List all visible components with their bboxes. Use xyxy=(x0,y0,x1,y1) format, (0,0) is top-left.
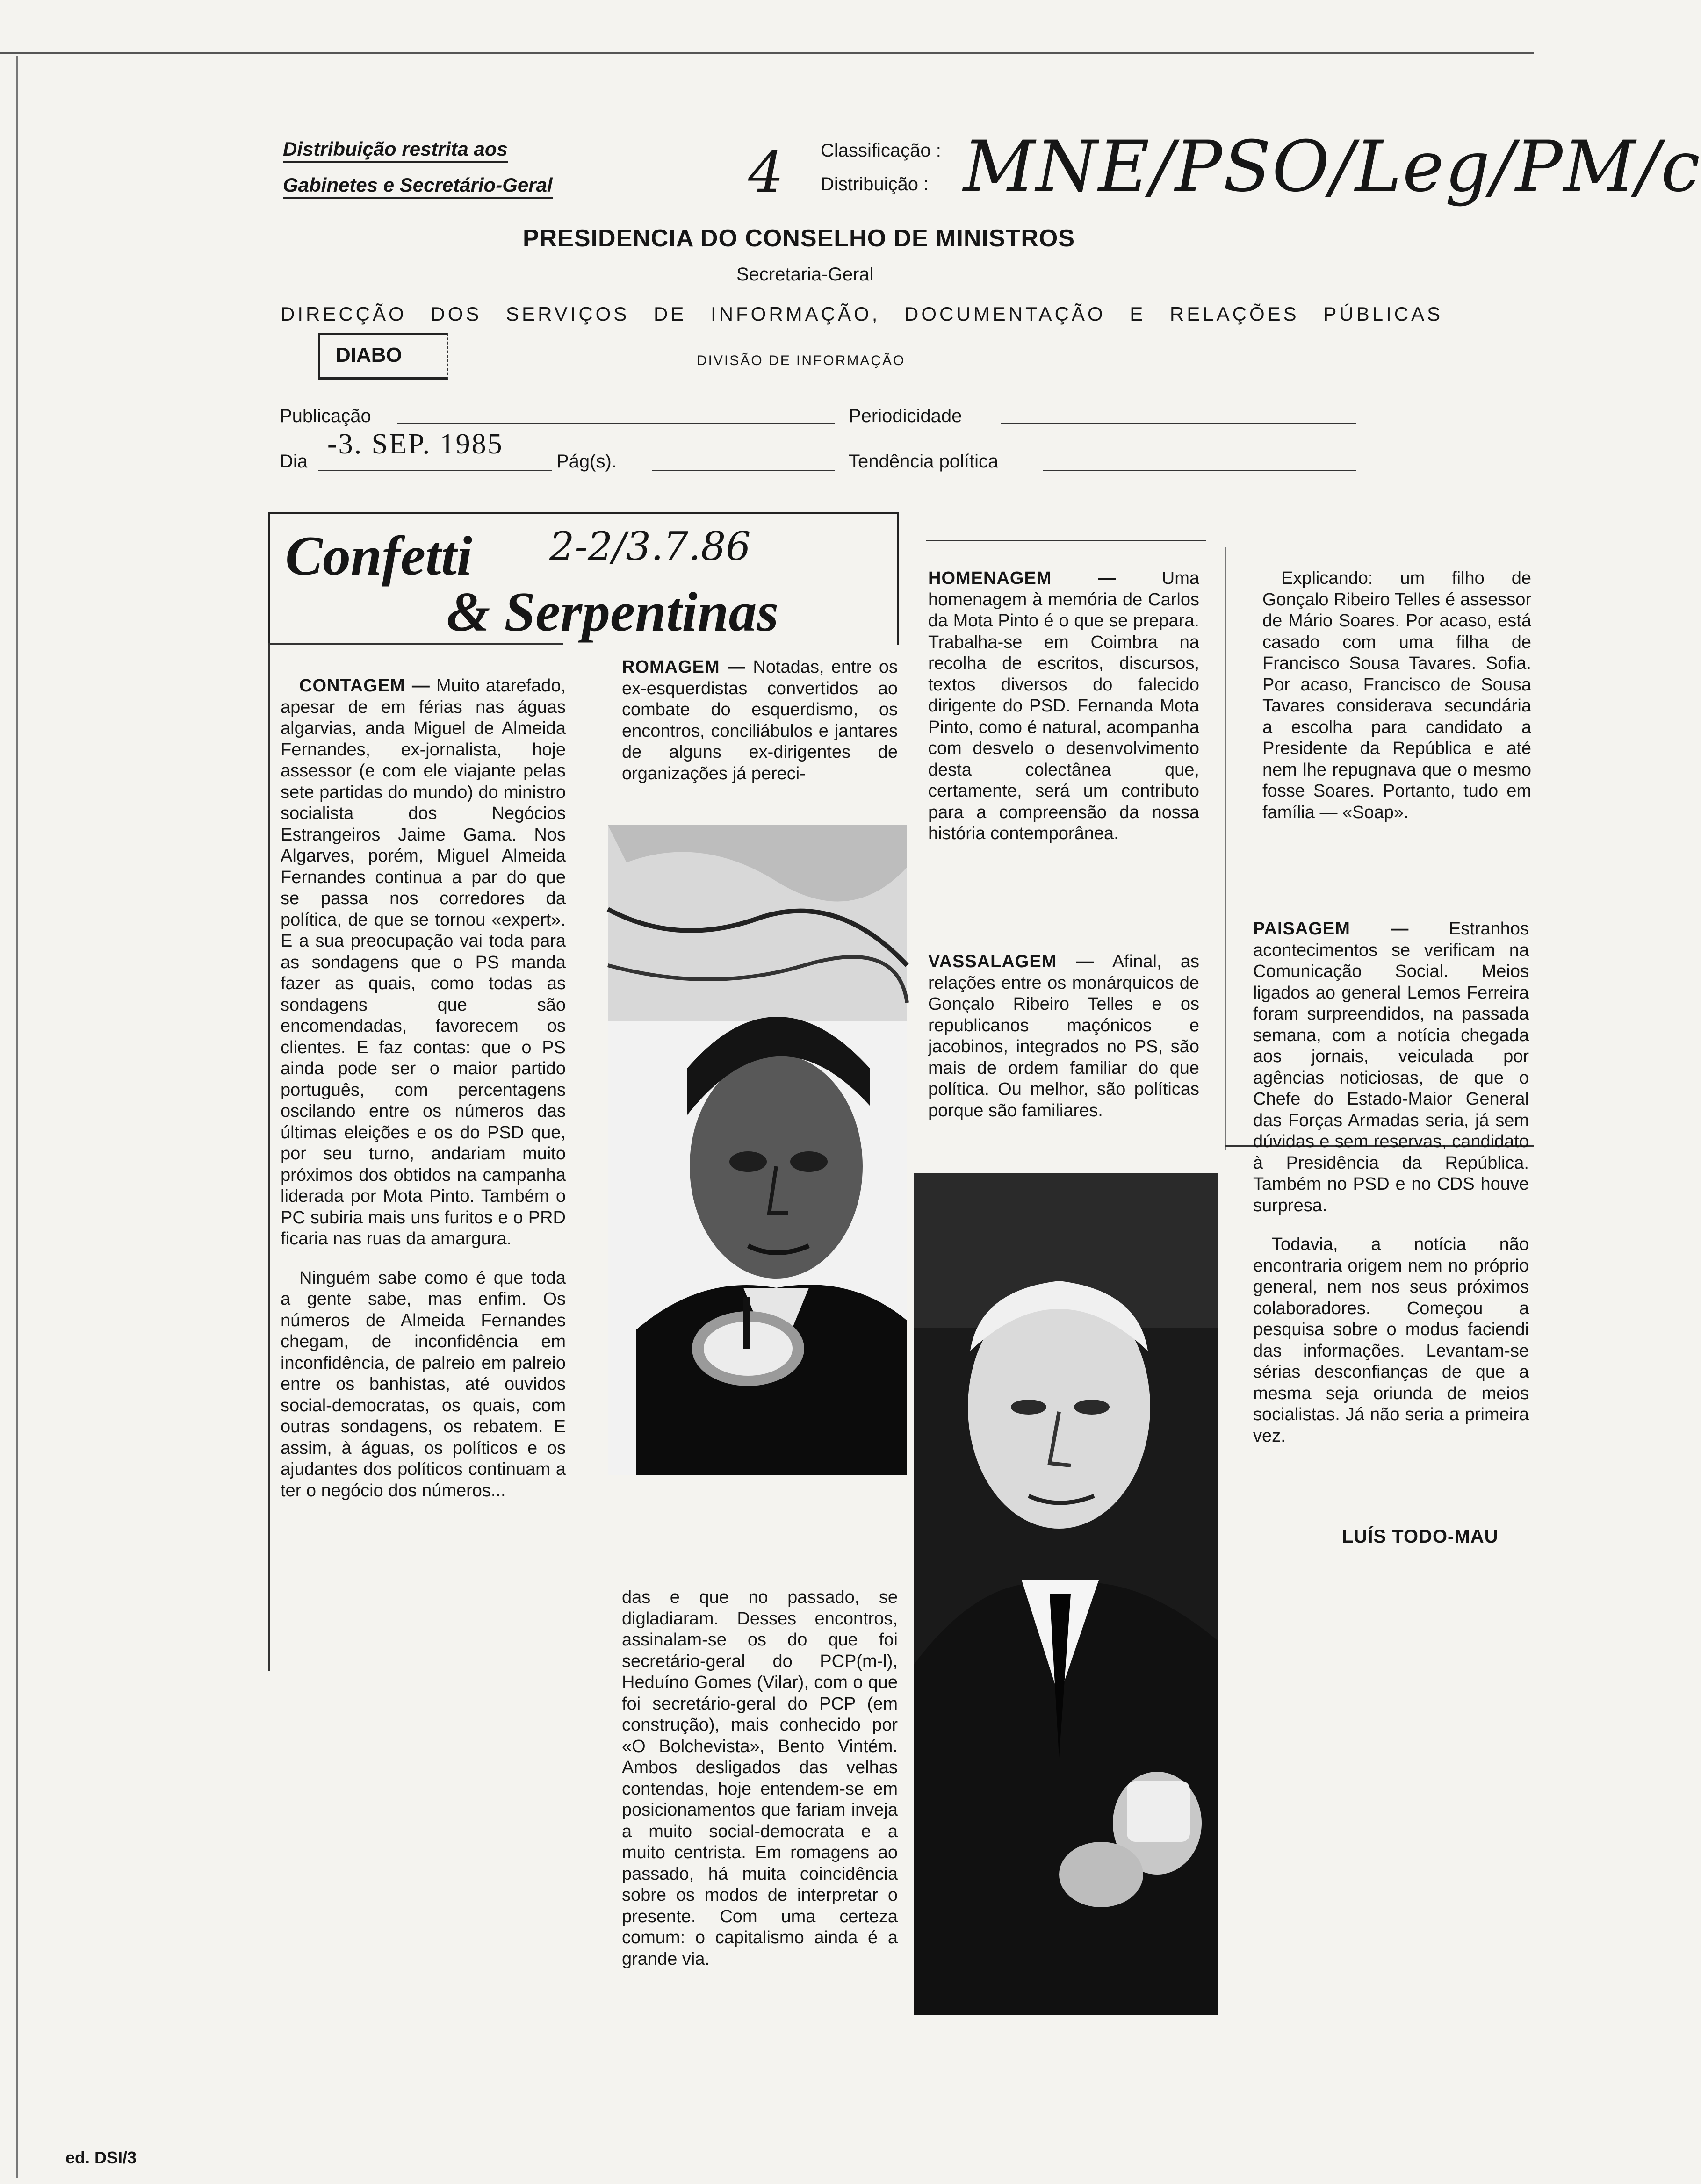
photo-1-image xyxy=(608,825,907,1475)
distribution-note-line2: Gabinetes e Secretário-Geral xyxy=(283,174,553,199)
publicacao-field xyxy=(397,423,835,424)
tendencia-label: Tendência política xyxy=(849,451,999,472)
article-title-line2: & Serpentinas xyxy=(447,581,779,643)
tendencia-field xyxy=(1043,470,1356,471)
section-kicker: PAISAGEM — xyxy=(1253,919,1409,939)
handwritten-date: 2-2/3.7.86 xyxy=(549,524,751,569)
article-column-homenagem xyxy=(928,568,1199,862)
direccao-heading: DIRECÇÃO DOS SERVIÇOS DE INFORMAÇÃO, DOCUMENTAÇÃO E RELAÇÕES PÚBLICAS xyxy=(281,303,1443,325)
article-title-line1: Confetti xyxy=(285,524,473,587)
form-code: ed. DSI/3 xyxy=(65,2148,137,2167)
column-rule xyxy=(268,643,270,1671)
periodicidade-field xyxy=(1001,423,1356,424)
scan-left-edge xyxy=(16,56,18,2178)
column-rule xyxy=(926,540,1206,541)
periodicidade-label: Periodicidade xyxy=(849,406,962,426)
article-column-paisagem xyxy=(1253,919,1529,1465)
page-title: PRESIDENCIA DO CONSELHO DE MINISTROS xyxy=(523,225,1075,252)
portrait-photo-older-man xyxy=(914,1173,1218,2015)
paragraph xyxy=(281,675,566,1250)
paragraph-text: Estranhos acontecimentos se verificam na Comunicação Social. Meios ligados ao general Lemos Ferreira foram surpreendidos, na passada semana, com a notícia chegada aos jornais, veiculada por agências noticiosas, de que o Chefe do Estado-Maior General das Forças Armadas seria, já sem dúvidas e sem reservas, candidato à Presidência da República. Também no PSD e no CDS houve surpresa. xyxy=(1253,919,1529,1215)
section-kicker: VASSALAGEM — xyxy=(928,952,1095,971)
article-column-contagem xyxy=(281,675,566,1519)
dia-field xyxy=(318,470,552,471)
paragraph: das e que no passado, se digladiaram. Desses encontros, assinalam-se os do que foi secretário-geral do PCP(m-l), Heduíno Gomes (Vilar), com o que foi secretário-geral do PCP (em construção), mais conhecido por «O Bolchevista», Bento Vintém. Ambos desligados das velhas contendas, hoje entendem-se em posicionamentos que fariam inveja a muito social-democrata e a muito centrista. Em romagens ao passado, há muita coincidência sobre os modos de interpretar o presente. Com uma certeza comum: o capitalismo ainda é a grande via. xyxy=(622,1588,898,1969)
article-column-romagem xyxy=(622,657,898,802)
distribuicao-label: Distribuição : xyxy=(821,174,929,194)
paragraph-text: Uma homenagem à memória de Carlos da Mota Pinto é o que se prepara. Trabalha-se em Coimbra na recolha de escritos, discursos, textos diversos do falecido dirigente do PSD. Fernanda Mota Pinto, como é natural, acompanha com desvelo o desenvolvimento desta colectânea que, certamente, será um contributo para a compreensão da nossa história contemporânea. xyxy=(928,568,1200,843)
paragraph: Explicando: um filho de Gonçalo Ribeiro Telles é assessor de Mário Soares. Por acaso, está casado com uma filha de Francisco Sousa Tavares. Sofia. Por acaso, Francisco de Sousa Tavares considerava secundária a escolha para candidato a Presidente da República e até nem lhe repugnava que o mesmo fosse Soares. Portanto, tudo em família — «Soap». xyxy=(1262,568,1531,822)
distribution-note-line1: Distribuição restrita aos xyxy=(283,138,508,163)
pags-field xyxy=(652,470,835,471)
paragraph xyxy=(1253,919,1529,1216)
source-stamp: DIABO xyxy=(336,344,402,366)
paragraph: Todavia, a notícia não encontraria origem nem no próprio general, nem nos seus próximos colaboradores. Começou a pesquisa sobre o modus faciendi das informações. Levantam-se sérias desconfianças de que a mesma seja oriunda de meios socialistas. Já não seria a primeira vez. xyxy=(1253,1235,1529,1446)
divisao-heading: DIVISÃO DE INFORMAÇÃO xyxy=(697,353,906,368)
paragraph-text: Muito atarefado, apesar de em férias nas águas algarvias, anda Miguel de Almeida Fernandes, ex-jornalista, hoje assessor (e com ele viajante pelas sete partidas do mundo) do ministro socialista dos Negócios Estrangeiros Jaime Gama. Nos Algarves, porém, Miguel Almeida Fernandes continua a par do que se passa nos corredores da política, de que se tornou «expert». E a sua preocupação vai toda para as sondagens que o PS manda fazer as quais, como todas as sondagens que são encomendadas, favorecem os clientes. E faz contas: que o PS ainda pode ser o maior partido português, com percentagens oscilando entre os números das últimas eleições e os do PSD que, por seu turno, andariam muito próximos dos obtidos na campanha liderada por Mota Pinto. Também o PC subiria mais uns furitos e o PRD ficaria nas ruas da amargura. xyxy=(281,676,566,1249)
article-column-explicando xyxy=(1262,568,1531,841)
date-stamp: -3. SEP. 1985 xyxy=(327,428,504,460)
column-rule xyxy=(1225,547,1226,1150)
portrait-photo-young-man xyxy=(608,825,907,1475)
paragraph-text: Notadas, entre os ex-esquerdistas convertidos ao combate do esquerdismo, os encontros, conciliábulos e jantares de alguns ex-dirigentes de organizações já pereci- xyxy=(622,657,898,783)
section-kicker: HOMENAGEM — xyxy=(928,568,1117,588)
article-column-romagem-continued xyxy=(622,1587,898,1988)
photo-2-image xyxy=(914,1173,1218,2015)
section-kicker: ROMAGEM — xyxy=(622,657,746,677)
article-column-vassalagem xyxy=(928,951,1199,1139)
section-kicker: CONTAGEM — xyxy=(299,676,430,696)
paragraph xyxy=(928,568,1199,845)
secretaria-heading: Secretaria-Geral xyxy=(736,264,874,285)
classificacao-label: Classificação : xyxy=(821,140,941,161)
paragraph xyxy=(622,657,898,784)
handwritten-mark: 4 xyxy=(748,140,784,205)
scan-top-edge xyxy=(0,52,1534,54)
handwritten-reference: MNE/PSO/Leg/PM/c xyxy=(963,126,1701,208)
paragraph xyxy=(928,951,1199,1121)
column-rule xyxy=(268,643,563,645)
publicacao-label: Publicação xyxy=(280,406,371,426)
paragraph: Ninguém sabe como é que toda a gente sabe, mas enfim. Os números de Almeida Fernandes chegam, de inconfidência em inconfidência, de palreio em palreio entre os banhistas, até ouvidos social-democratas, os quais, com outras sondagens, os rebatem. E assim, à águas, os políticos e os ajudantes dos políticos continuam a ter o negócio dos números... xyxy=(281,1268,566,1501)
paragraph-text: Afinal, as relações entre os monárquicos de Gonçalo Ribeiro Telles e os republicanos maçónicos e jacobinos, integrados no PS, são mais de ordem familiar do que política. Ou melhor, são políticas porque são familiares. xyxy=(928,952,1199,1121)
pags-label: Pág(s). xyxy=(556,451,617,472)
dia-label: Dia xyxy=(280,451,308,472)
author-signature: LUÍS TODO-MAU xyxy=(1342,1526,1499,1547)
